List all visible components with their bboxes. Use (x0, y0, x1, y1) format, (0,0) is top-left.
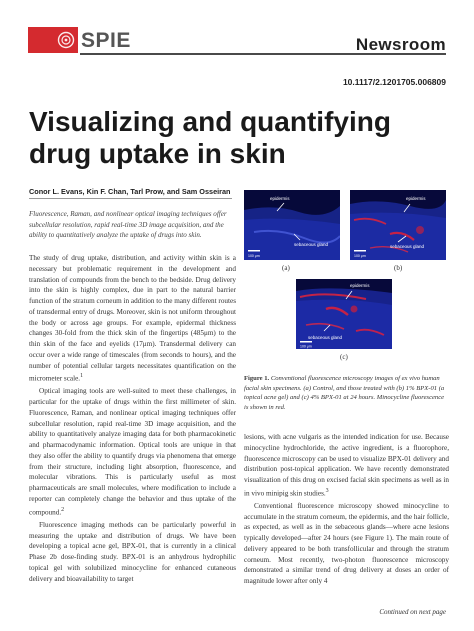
annotation-epidermis: epidermis (270, 196, 290, 201)
scale-bar-label: 100 μm (300, 344, 312, 349)
title-line-1: Visualizing and quantifying (29, 106, 391, 137)
annotation-epidermis: epidermis (406, 196, 426, 201)
caption-text: Conventional fluorescence microscopy images of ex vivo human facial skin specimens. (a) Control, and those treated with (b) 1% BPX-01 (a topical acne gel) and (c) 4% BPX-01 at 24 hours. Minocycline fluorescence is shown in red. (244, 375, 445, 411)
doi: 10.1117/2.1201705.006809 (342, 77, 446, 87)
annotation-sebaceous: sebaceous gland (308, 335, 343, 340)
paragraph-1: The study of drug uptake, distribution, and activity within skin is a necessary but problematic requirement in the development and translation of compounds from the bench to the bedside. Drug delivery into the skin is highly complex, due in part to the natural barrier function of the stratum corneum in addition to the many different routes of transdermal entry of drugs. Moreover, skin is not uniform throughout the body or across age groups. For example, epidermal thickness changes 30-fold from the thick skin of the fingertips (485μm) to the thin skin of the face and eyelids (17μm). Transdermal delivery can occur over a wide range of timescales (from seconds to hours), and the number of potential cellular targets necessitates quantification on the micrometer scale.$^1$ (29, 254, 236, 383)
scale-bar-label: 100 μm (248, 254, 260, 258)
annotation-epidermis: epidermis (350, 283, 370, 288)
title-line-2: drug uptake in skin (29, 138, 286, 169)
figure-panel-a (244, 190, 340, 260)
annotation-sebaceous: sebaceous gland (390, 244, 425, 249)
paragraph-2: Optical imaging tools are well-suited to meet these challenges, in particular for the uptake of drugs within the first millimeter of skin. Fluorescence, Raman, and nonlinear optical imaging techniques offer subcellular resolution, rapid real-time 3D image acquisition, and the ability to quantitatively analyze imaging data for both pharmacokinetic and pharmacodynamic information. Optical tools are unique in that they also offer the ability to quantify drugs via phenomena that emerge from their structure, including light absorption, fluorescence, and molecular vibrations. This is particularly useful as most pharmaceuticals are small molecules, where modification to include a reporter can completely change the behavior and thus uptake of the compound.$^2$ (29, 387, 236, 517)
figure-label-b: (b) (394, 264, 403, 272)
scale-bar-label: 100 μm (354, 254, 366, 258)
figure-caption (244, 374, 449, 412)
paragraph-3: Fluorescence imaging methods can be particularly powerful in measuring the uptake and distribution of drugs. We have been developing a topical acne gel, BPX-01, that is currently in a clinical Phase 2b dose-finding study. BPX-01 is an anhydrous hydrophilic topical gel with solubilized minocycline for enhanced cutaneous delivery and bioavailability to target (29, 520, 236, 583)
annotation-sebaceous: sebaceous gland (294, 242, 329, 247)
author-divider (29, 198, 232, 199)
figure-label-c: (c) (340, 353, 348, 361)
reference-mark: 3 (325, 487, 329, 494)
page-header (0, 0, 474, 70)
authors: Conor L. Evans, Kin F. Chan, Tarl Prow, and Sam Osseiran (29, 187, 231, 196)
spie-logo-text: SPIE (81, 29, 131, 52)
reference-mark: 1 (80, 373, 84, 380)
reference-mark: 2 (61, 506, 65, 513)
caption-lead: Figure 1. (244, 375, 270, 382)
paragraph-4: lesions, with acne vulgaris as the intended indication for use. Because minocycline hydrochloride, the active ingredient, is a fluorophore, fluorescence microscopy can be used to visualize BPX-01 delivery and distribution post-topical application. We have recently demonstrated visualization of this drug on excised facial skin specimens as well as in in vivo minipig skin studies.$^3$ (244, 433, 449, 498)
body-left-column (29, 253, 236, 586)
continued-note: Continued on next page (379, 608, 446, 616)
figure-label-a: (a) (282, 264, 290, 272)
abstract: Fluorescence, Raman, and nonlinear optical imaging techniques offer subcellular resolution, rapid real-time 3D image acquisition, and the ability to quantitatively analyze the uptake of drugs into skin. (29, 210, 227, 239)
paragraph-5: Conventional fluorescence microscopy showed minocycline to accumulate in the stratum corneum, the epidermis, and the hair follicle, as expected, as well as in the sebaceous glands—where acne lesions typically developed—after 24 hours (see Figure 1). The main route of delivery appeared to be both transfollicular and through the stratum corneum. Most recently, two-photon fluorescence microscopy demonstrated a similar trend of drug delivery at doses an order of magnitude lower after only 4 (244, 501, 449, 586)
article-title (29, 106, 449, 170)
figure-panel-b (350, 190, 446, 260)
body-right-column (244, 432, 449, 589)
figure-panel-c (296, 279, 392, 349)
section-title: Newsroom (355, 35, 446, 54)
spie-logo-icon (57, 31, 75, 49)
